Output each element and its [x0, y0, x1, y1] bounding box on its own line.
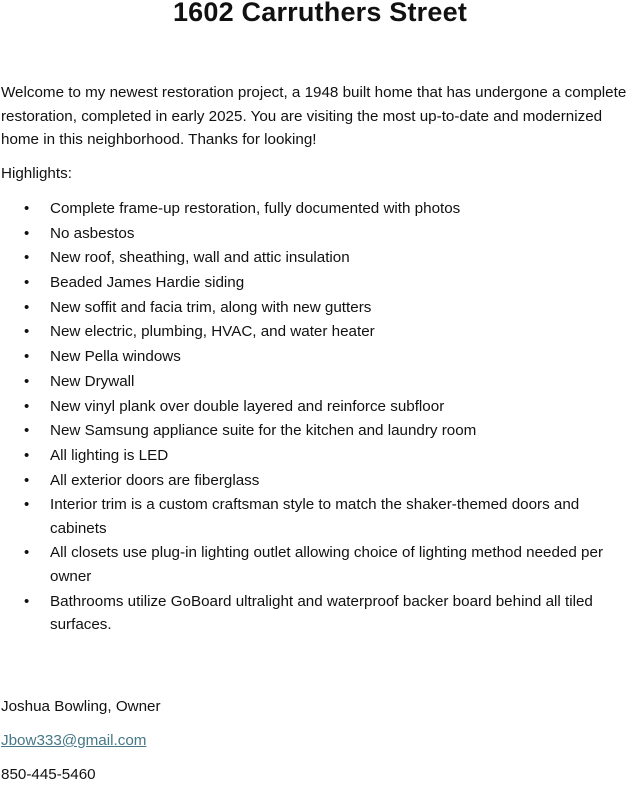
list-item-text: All closets use plug-in lighting outlet allowing choice of lighting method needed per owner	[50, 544, 604, 585]
list-item-text: No asbestos	[50, 224, 135, 242]
list-item-text: Complete frame-up restoration, fully documented with photos	[50, 200, 461, 217]
bullet-icon: •	[24, 471, 30, 489]
list-item-text: All lighting is LED	[50, 446, 169, 464]
bullet-icon: •	[24, 397, 30, 415]
list-item	[0, 370, 640, 394]
list-item-text: Beaded James Hardie siding	[50, 274, 245, 292]
list-item-text: Interior trim is a custom craftsman style to match the shaker-themed doors and cabinets	[50, 496, 580, 537]
bullet-icon: •	[24, 298, 30, 316]
list-item	[0, 197, 640, 221]
bullet-icon: •	[24, 323, 30, 341]
list-item-text: New Samsung appliance suite for the kitchen and laundry room	[50, 422, 477, 440]
list-item-text: New soffit and facia trim, along with new gutters	[50, 298, 372, 316]
owner-signature: Joshua Bowling, Owner	[1, 698, 161, 715]
bullet-icon: •	[24, 224, 30, 242]
bullet-icon: •	[24, 249, 30, 267]
bullet-icon: •	[24, 446, 30, 464]
bullet-icon: •	[24, 422, 30, 440]
bullet-icon: •	[24, 200, 30, 217]
list-item-text: New electric, plumbing, HVAC, and water heater	[50, 323, 375, 341]
list-item-text: Bathrooms utilize GoBoard ultralight and waterproof backer board behind all tiled surfaces.	[50, 592, 593, 634]
list-item	[0, 271, 640, 295]
list-item-text: New vinyl plank over double layered and reinforce subfloor	[50, 397, 445, 415]
bullet-icon: •	[24, 372, 30, 390]
bullet-icon: •	[24, 348, 30, 366]
list-item	[0, 444, 640, 468]
list-item-text: New Drywall	[50, 372, 135, 390]
list-item	[0, 419, 640, 443]
list-item	[0, 246, 640, 270]
highlights-label: Highlights:	[1, 165, 72, 182]
list-item	[0, 320, 640, 344]
bullet-icon: •	[24, 544, 30, 562]
highlights-list	[0, 197, 640, 638]
intro-paragraph: Welcome to my newest restoration project, a 1948 built home that has undergone a complete restoration, completed in early 2025. You are visiting the most up-to-date and modernized home in this neighborhood. Thanks for looking!	[1, 84, 627, 148]
list-item	[0, 395, 640, 419]
bullet-icon: •	[24, 274, 30, 292]
list-item-text: New roof, sheathing, wall and attic insulation	[50, 249, 350, 267]
list-item	[0, 296, 640, 320]
list-item	[0, 590, 640, 637]
bullet-icon: •	[24, 592, 30, 610]
bullet-icon: •	[24, 496, 30, 514]
list-item	[0, 493, 640, 540]
email-link[interactable]: Jbow333@gmail.com	[1, 732, 147, 749]
list-item-text: All exterior doors are fiberglass	[50, 471, 260, 489]
list-item	[0, 541, 640, 588]
list-item	[0, 345, 640, 369]
list-item	[0, 222, 640, 246]
phone-number: 850-445-5460	[1, 766, 96, 783]
page-title: 1602 Carruthers Street	[172, 0, 468, 27]
list-item	[0, 469, 640, 493]
list-item-text: New Pella windows	[50, 348, 181, 366]
